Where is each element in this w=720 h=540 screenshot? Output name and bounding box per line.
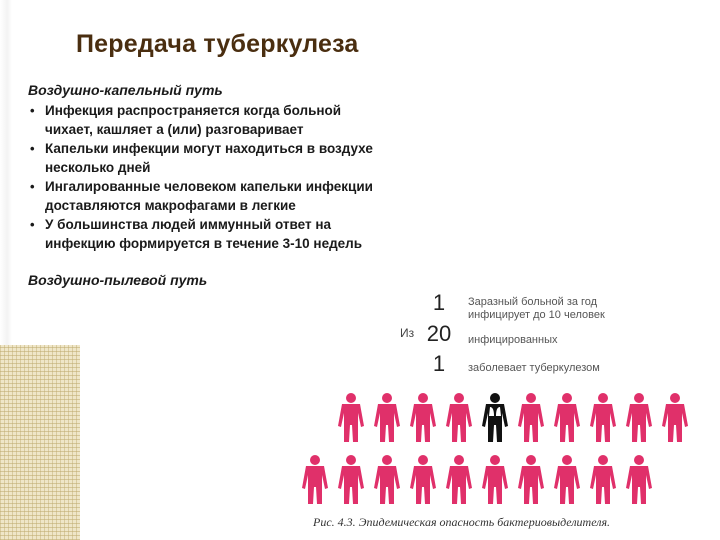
bullet-marker: •: [30, 179, 35, 194]
infected-person-icon: [410, 393, 436, 442]
figure-text-line: инфицирует до 10 человек: [468, 309, 605, 321]
bullet-marker: •: [30, 217, 35, 232]
infected-person-icon: [626, 393, 652, 442]
figure-from-label: Из: [400, 326, 415, 340]
section-heading-airborne-dust: Воздушно-пылевой путь: [28, 272, 208, 288]
infected-person-icon: [662, 393, 688, 442]
infected-person-icon: [374, 393, 400, 442]
bullet-marker: •: [30, 141, 35, 156]
infected-person-icon: [554, 455, 580, 504]
bullet-marker: •: [30, 103, 35, 118]
figure-text-infected: инфицированных: [468, 334, 558, 346]
infected-person-icon: [410, 455, 436, 504]
figure-number-one: 1: [432, 290, 446, 315]
infected-person-icon: [590, 393, 616, 442]
infected-person-icon: [446, 455, 472, 504]
infected-person-icon: [482, 455, 508, 504]
infected-person-icon: [518, 393, 544, 442]
figure-number-one-sick: 1: [432, 351, 446, 376]
infected-person-icon: [554, 393, 580, 442]
infected-person-icon: [302, 455, 328, 504]
bullet-line: Инфекция распространяется когда больной: [45, 103, 342, 118]
figure-text-sick: заболевает туберкулезом: [468, 362, 600, 374]
figure-caption: Рис. 4.3. Эпидемическая опасность бактериовыделителя.: [313, 515, 611, 529]
bullet-line: У большинства людей иммунный ответ на: [45, 217, 332, 232]
infected-person-icon: [626, 455, 652, 504]
figure-number-twenty: 20: [426, 321, 452, 346]
section-heading-airborne-droplet: Воздушно-капельный путь: [28, 82, 223, 98]
bullet-line: инфекцию формируется в течение 3-10 недель: [45, 235, 363, 251]
infected-person-icon: [374, 455, 400, 504]
bullet-line: Капельки инфекции могут находиться в воздухе: [45, 141, 373, 156]
bullet-line: несколько дней: [45, 159, 151, 175]
bullet-line: доставляются макрофагами в легкие: [45, 197, 296, 213]
bullet-line: Ингалированные человеком капельки инфекции: [45, 179, 373, 194]
infected-person-icon: [518, 455, 544, 504]
figure-text-line: Заразный больной за год: [468, 296, 598, 308]
infected-person-icon: [590, 455, 616, 504]
infected-person-icon: [338, 393, 364, 442]
bullet-line: чихает, кашляет а (или) разговаривает: [45, 121, 304, 137]
sick-person-icon: [482, 393, 508, 442]
infected-person-icon: [446, 393, 472, 442]
infected-person-icon: [338, 455, 364, 504]
page-title: Передача туберкулеза: [76, 30, 359, 58]
